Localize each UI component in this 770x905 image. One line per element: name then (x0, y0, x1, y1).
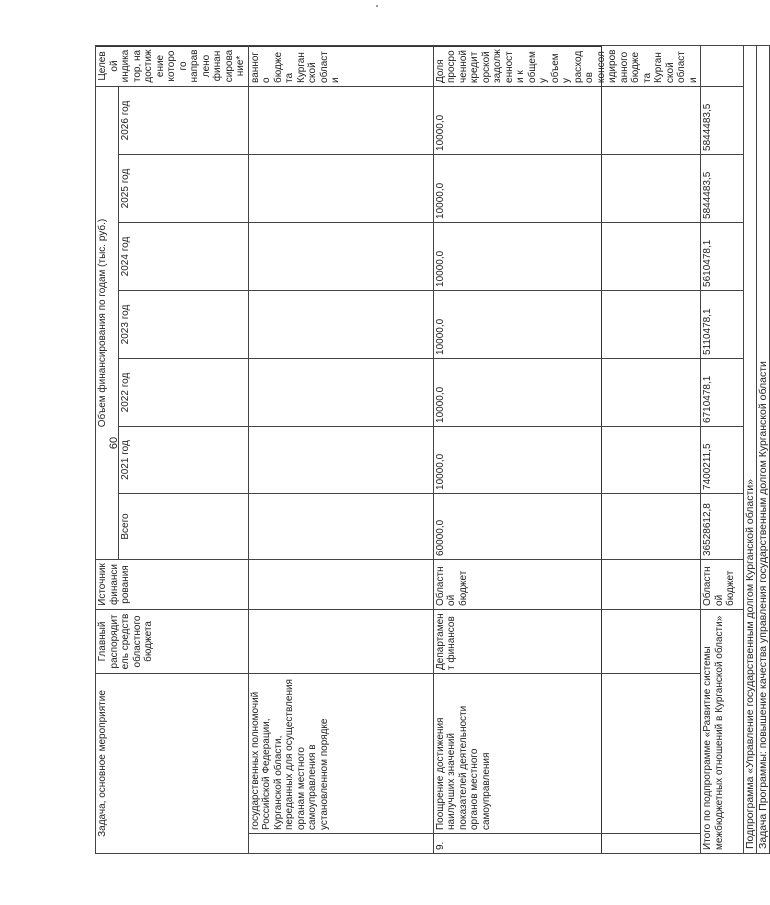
header-indicator: Целевой индикатор, на достижение которого направлено финансирование* (96, 45, 249, 86)
program-task-row (757, 45, 770, 853)
header-year-2025: 2025 год (119, 154, 248, 222)
scan-speck (376, 5, 378, 7)
row9-2026: 10000,0 (433, 86, 701, 154)
header-year-2022: 2022 год (119, 358, 248, 426)
header-row-1 (96, 45, 119, 853)
budget-table (95, 45, 770, 854)
summary-source: Областной бюджет (701, 559, 744, 609)
row9-indicator: Доля просроченной кредиторской задолженности к общему объему расходов консолидированного бюджета Курганской области (433, 45, 701, 86)
summary-2026: 5844483,5 (701, 86, 744, 154)
row9-2024: 10000,0 (433, 222, 701, 290)
summary-2024: 5610478,1 (701, 222, 744, 290)
row9-2023: 10000,0 (433, 290, 701, 358)
row9-total: 60000,0 (433, 493, 701, 559)
header-volume: Объем финансирования по годам (тыс. руб.) (96, 86, 119, 559)
summary-total: 36528612,8 (701, 493, 744, 559)
subprogram-row (744, 45, 757, 853)
row9-2021: 10000,0 (433, 426, 701, 493)
subprogram-line: Подпрограмма «Управление государственным долгом Курганской области» (744, 45, 757, 853)
row9-number: 9. (433, 834, 701, 854)
header-total: Всего (119, 493, 248, 559)
page-number: 60 (108, 436, 120, 450)
continued-task: государственных полномочий Российской Федерации, Курганской области, переданных для осуществления органам местного самоуправления в установленном порядке (248, 673, 433, 833)
summary-task: Итого по подпрограмме «Развитие системы межбюджетных отношений в Курганской области» (701, 609, 744, 853)
header-task: Задача, основное мероприятие (96, 673, 249, 853)
summary-2023: 5110478,1 (701, 290, 744, 358)
header-manager: Главный распорядитель средств областного бюджета (96, 609, 249, 673)
summary-2025: 5844483,5 (701, 154, 744, 222)
row9-source: Областной бюджет (433, 559, 701, 609)
header-year-2024: 2024 год (119, 222, 248, 290)
rotated-budget-table (95, 46, 770, 854)
summary-2022: 6710478,1 (701, 358, 744, 426)
row9-2025: 10000,0 (433, 154, 701, 222)
continued-indicator: ванного бюджета Курганской области (248, 45, 433, 86)
header-source: Источник финансирования (96, 559, 249, 609)
table-row-summary (701, 45, 744, 853)
table-row-9 (433, 45, 701, 853)
header-year-2021: 2021 год (119, 426, 248, 493)
row9-manager: Департамент финансов (433, 609, 701, 673)
program-task-line: Задача Программы: повышение качества управления государственным долгом Курганской области (757, 45, 770, 853)
summary-2021: 7400211,5 (701, 426, 744, 493)
table-row-continued (248, 45, 433, 853)
header-year-2023: 2023 год (119, 290, 248, 358)
row9-2022: 10000,0 (433, 358, 701, 426)
row9-task: Поощрение достижения наилучших значений показателей деятельности органов местного самоуправления (433, 673, 701, 833)
header-year-2026: 2026 год (119, 86, 248, 154)
cell-num-empty (248, 834, 433, 854)
